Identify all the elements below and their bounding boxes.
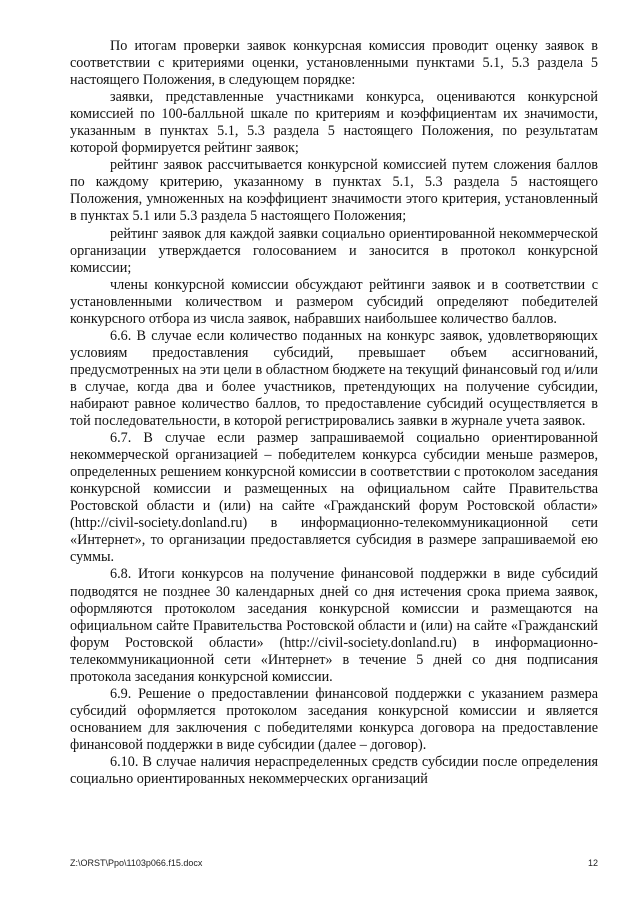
paragraph-rating-calculation: рейтинг заявок рассчитывается конкурсной комиссией путем сложения баллов по каждому критерию, указанному в пунктах 5.1, 5.3 раздела 5 настоящего Положения, умноженных на коэффициент значимости этого критерия, установленный в пунктах 5.1 или 5.3 раздела 5 настоящего Положения; xyxy=(70,157,598,225)
paragraph-evaluation-intro: По итогам проверки заявок конкурсная комиссия проводит оценку заявок в соответствии с критериями оценки, установленными пунктами 5.1, 5.3 раздела 5 настоящего Положения, в следующем порядке: xyxy=(70,38,598,89)
paragraph-6-9: 6.9. Решение о предоставлении финансовой поддержки с указанием размера субсидий оформляется протоколом заседания конкурсной комиссии и является основанием для заключения с победителями конкурса договора на предоставление финансовой поддержки в виде субсидии (далее – договор). xyxy=(70,685,598,753)
document-body xyxy=(70,38,598,788)
paragraph-6-8: 6.8. Итоги конкурсов на получение финансовой поддержки в виде субсидий подводятся не позднее 30 календарных дней со дня истечения срока приема заявок, оформляются протоколом заседания конкурсной комиссии и размещаются на официальном сайте Правительства Ростовской области и (или) на сайте «Гражданский форум Ростовской области» (http://civil-society.donland.ru) в информационно-телекоммуникационной сети «Интернет» в течение 5 дней со дня подписания протокола заседания конкурсной комиссии. xyxy=(70,566,598,685)
paragraph-6-10: 6.10. В случае наличия нераспределенных средств субсидии после определения социально ориентированных некоммерческих организаций xyxy=(70,753,598,788)
paragraph-rating-approval: рейтинг заявок для каждой заявки социально ориентированной некоммерческой организации утверждается голосованием и заносится в протокол конкурсной комиссии; xyxy=(70,225,598,276)
paragraph-6-6: 6.6. В случае если количество поданных на конкурс заявок, удовлетворяющих условиям предоставления субсидий, превышает объем ассигнований, предусмотренных на эти цели в областном бюджете на текущий финансовый год и/или в случае, когда два и более участников, претендующих на получение субсидии, набирают равное количество баллов, то предоставление субсидий осуществляется в той последовательности, в которой регистрировались заявки в журнале учета заявок. xyxy=(70,327,598,430)
footer-file-path: Z:\ORST\Ppo\1103p066.f15.docx xyxy=(70,858,203,868)
paragraph-winners-selection: члены конкурсной комиссии обсуждают рейтинги заявок и в соответствии с установленными количеством и размером субсидий определяют победителей конкурсного отбора из числа заявок, набравших наибольшее количество баллов. xyxy=(70,276,598,327)
page-footer xyxy=(70,858,598,868)
paragraph-6-7: 6.7. В случае если размер запрашиваемой социально ориентированной некоммерческой организацией – победителем конкурса субсидии меньше размеров, определенных решением конкурсной комиссии в соответствии с протоколом заседания конкурсной комиссии и размещенных на официальном сайте Правительства Ростовской области и (или) на сайте «Гражданский форум Ростовской области» (http://civil-society.donland.ru) в информационно-телекоммуникационной сети «Интернет», то организации предоставляется субсидия в размере запрашиваемой ею суммы. xyxy=(70,430,598,566)
footer-page-number: 12 xyxy=(587,858,598,868)
paragraph-evaluation-scale: заявки, представленные участниками конкурса, оцениваются конкурсной комиссией по 100-балльной шкале по критериям и коэффициентам их значимости, указанным в пунктах 5.1, 5.3 раздела 5 настоящего Положения, по результатам которой формируется рейтинг заявок; xyxy=(70,89,598,157)
